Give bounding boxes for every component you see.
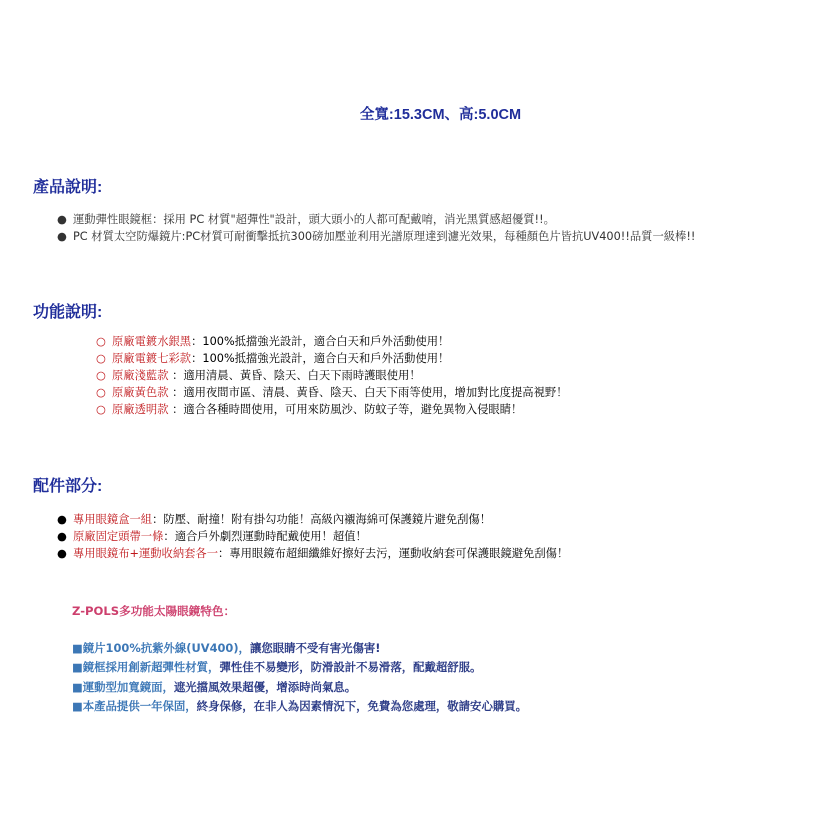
feature-line: ■運動型加寬鏡面，遮光擋風效果超優，增添時尚氣息。 (72, 679, 357, 694)
zpols-feature-list (72, 639, 527, 716)
function-list (96, 333, 568, 418)
bullet-circle-icon: ○ (96, 403, 106, 416)
bullet-circle-icon: ○ (96, 369, 106, 382)
bullet-disc-icon: ● (57, 213, 67, 226)
list-item: ○ 原廠黃色款 ：適用夜間市區、清晨、黃昏、陰天、白天下雨等使用，增加對比度提高視野！ (96, 386, 568, 399)
list-item: ● 專用眼鏡盒一組：防壓、耐撞！附有掛勾功能！高級內襯海綿可保護鏡片避免刮傷！ (57, 513, 492, 526)
product-heading: 產品說明: (33, 179, 103, 196)
bullet-disc-icon: ● (57, 230, 67, 243)
accessories-heading: 配件部分: (33, 478, 103, 495)
list-item: ○ 原廠電鍍七彩款：100%抵擋強光設計，適合白天和戶外活動使用！ (96, 352, 450, 365)
bullet-circle-icon: ○ (96, 386, 106, 399)
accessories-list (57, 511, 569, 562)
size-spec: 全寬:15.3CM、高:5.0CM (359, 107, 522, 123)
list-item: ● PC 材質太空防爆鏡片:PC材質可耐衝擊抵抗300磅加壓並利用光譜原理達到濾光效果，每種顏色片皆抗UV400!!品質一級棒!! (57, 230, 696, 243)
bullet-circle-icon: ○ (96, 335, 106, 348)
bullet-circle-icon: ○ (96, 352, 106, 365)
feature-line: ■本產品提供一年保固，終身保修，在非人為因素情況下，免費為您處理，敬請安心購買。 (72, 698, 528, 713)
list-item: ● 運動彈性眼鏡框：採用 PC 材質"超彈性"設計，頭大頭小的人都可配戴唷，消光黑質感超優質!!。 (57, 213, 555, 226)
feature-line: ■鏡框採用創新超彈性材質，彈性佳不易變形，防滑設計不易滑落，配戴超舒服。 (72, 660, 482, 675)
bullet-disc-icon: ● (57, 513, 67, 526)
list-item: ○ 原廠透明款 ：適合各種時間使用，可用來防風沙、防蚊子等，避免異物入侵眼睛！ (96, 403, 523, 416)
bullet-disc-icon: ● (57, 530, 67, 543)
feature-line: ■鏡片100%抗紫外線(UV400)，讓您眼睛不受有害光傷害! (72, 641, 381, 655)
zpols-title: Z-POLS多功能太陽眼鏡特色： (72, 604, 236, 618)
function-heading: 功能說明: (33, 304, 103, 321)
bullet-disc-icon: ● (57, 547, 67, 560)
list-item: ○ 原廠電鍍水銀黑：100%抵擋強光設計，適合白天和戶外活動使用！ (96, 335, 450, 348)
list-item: ● 原廠固定頭帶一條：適合戶外劇烈運動時配戴使用！超值！ (57, 530, 367, 543)
list-item: ● 專用眼鏡布+運動收納套各一：專用眼鏡布超細纖維好擦好去污，運動收納套可保護眼鏡避免刮傷！ (57, 547, 569, 560)
list-item: ○ 原廠淺藍款 ：適用清晨、黃昏、陰天、白天下雨時護眼使用！ (96, 369, 421, 382)
product-list (57, 211, 696, 245)
